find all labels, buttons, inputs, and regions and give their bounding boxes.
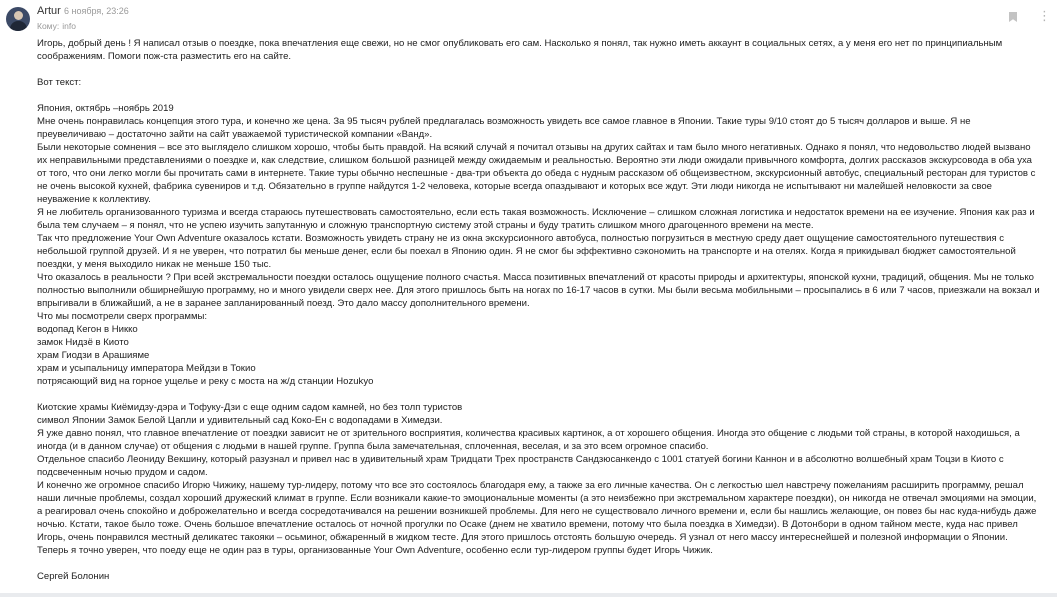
review-title: Япония, октябрь –ноябрь 2019 <box>37 103 174 114</box>
extras-item: потрясающий вид на горное ущелье и реку с моста на ж/д станции Hozukyo <box>37 376 374 387</box>
recipient-value[interactable]: info <box>62 21 76 31</box>
review-paragraph: Теперь я точно уверен, что поеду еще не один раз в туры, организованные Your Own Adventure, особенно если тур-лидером группы будет Игорь Чижик. <box>37 545 713 556</box>
review-paragraph: Так что предложение Your Own Adventure оказалось кстати. Возможность увидеть страну не из окна экскурсионного автобуса, полностью погрузиться в местную среду дает ощущение самостоятельного путешествия с небольшой группой друзей. И я не уверен, что потратил бы меньше денег, если бы поехал в Японию один. Я не смог бы эффективно сэкономить на транспорте и на отелях. Когда я прикидывал бюджет самостоятельной поездки, у меня выходило никак не меньше 150 тыс. <box>37 233 1016 270</box>
message-header <box>0 0 1057 34</box>
extras-item: водопад Кегон в Никко <box>37 324 138 335</box>
signature: Сергей Болонин <box>37 571 110 582</box>
review-paragraph: Я уже давно понял, что главное впечатление от поездки зависит не от зрительного восприятия, количества красивых картинок, а от хорошего общения. Иногда это общение с людьми той страны, в которой находишься, а иногда (и в данном случае) от общения с людьми в нашей группе. Группа была замечательная, сплоченная, веселая, и за это всем огромное спасибо. <box>37 428 1020 452</box>
text-label: Вот текст: <box>37 77 82 88</box>
kyoto-line: Киотские храмы Киёмидзу-дэра и Тофуку-Дзи с еще одним садом камней, но без толп туристов <box>37 402 463 413</box>
review-paragraph: Что оказалось в реальности ? При всей экстремальности поездки осталось ощущение полного счастья. Масса позитивных впечатлений от красоты природы и архитектуры, японской кухни, традиций, общения. Мы не только полностью выполнили обширнейшую программу, но и много увидели сверх нее. Для этого пришлось быть на ногах по 16-17 часов в сутки. Мы были весьма мобильными – просыпались в 6 или 7 часов, приезжали на вокзал и впрыгивали в ближайший, а не в заранее запланированный поезд. Это дало массу дополнительного времени. <box>37 272 1040 309</box>
himeji-line: символ Японии Замок Белой Цапли и удивительный сад Коко-Ен с водопадами в Химедзи. <box>37 415 443 426</box>
extras-label: Что мы посмотрели сверх программы: <box>37 311 208 322</box>
review-paragraph: Отдельное спасибо Леониду Векшину, который разузнал и привел нас в удивительный храм Тридцати Трех пространств Сандзюсанкендо с 1001 статуей богини Каннон и в абсолютно волшебный храм Тоцзи в Киото с подсвеченным ночью прудом и садом. <box>37 454 1004 478</box>
extras-item: храм Гиодзи в Арашияме <box>37 350 150 361</box>
intro-paragraph: Игорь, добрый день ! Я написал отзыв о поездке, пока впечатления еще свежи, но не смог опубликовать его сам. Насколько я понял, так нужно иметь аккаунт в социальных сетях, а у меня его нет по принципиальным соображениям. Помоги пож-ста разместить его на сайте. <box>37 38 1003 62</box>
recipient-label: Кому: <box>37 21 60 31</box>
bottom-scroll-edge <box>0 593 1057 597</box>
message-date: 6 ноября, 23:26 <box>64 6 129 16</box>
review-paragraph: Я не любитель организованного туризма и всегда стараюсь путешествовать самостоятельно, если есть такая возможность. Исключение – слишком сложная логистика и недостаток времени на ее изучение. Япония как раз и была тем случаем – я понял, что не успею изучить запутанную и сложную транспортную систему этой страны и буду тратить слишком много драгоценного времени на месте. <box>37 207 1035 231</box>
review-paragraph: Были некоторые сомнения – все это выглядело слишком хорошо, чтобы быть правдой. На всякий случай я почитал отзывы на других сайтах и там было много негативных. Однако я понял, что недовольство людей вызвано их неправильными представлениями о поездке и, как следствие, слишком большой разницей между ожидаемым и реальностью. Вероятно эти люди ожидали привычного комфорта, долгих рассказов экскурсовода в оба уха от того, что они легко могли бы прочитать сами в интернете. Такие туры обычно неспешные - два-три объекта до обеда с нудным рассказом об общеизвестном, экскурсионный автобус, специальный ресторан для туристов с не очень высокой кухней, фабрика сувениров и т.д. Обязательно в группе найдутся 1-2 человека, которые всегда опаздывают и которых все ждут. Эти люди никогда не испытывают ни малейшей неловкости за свое неуважение к коллективу. <box>37 142 1036 205</box>
more-icon[interactable]: ⋮ <box>1038 8 1051 23</box>
message-body <box>37 37 1040 583</box>
bookmark-icon[interactable] <box>1009 12 1017 22</box>
sender-name[interactable]: Artur <box>37 5 61 17</box>
extras-item: храм и усыпальницу императора Мейдзи в Токио <box>37 363 256 374</box>
extras-item: замок Нидзё в Киото <box>37 337 129 348</box>
avatar[interactable] <box>6 7 30 31</box>
review-paragraph: И конечно же огромное спасибо Игорю Чижику, нашему тур-лидеру, потому что все это состоялось благодаря ему, а также за его личные качества. Он с легкостью шел навстречу пожеланиям расширить программу, решал наши личные проблемы, создал хороший дружеский климат в группе. Если возникали какие-то эмоциональные моменты (а это неизбежно при экстремальном характере поездки), он никогда не отвечал эмоциями на эмоции, а реагировал очень спокойно и доброжелательно и всегда сосредотачивался на решении возникшей проблемы. Для него не существовало личного времени и, если бы нашлись желающие, он повез бы нас куда-нибудь даже ночью. Кстати, такое было тоже. Очень большое впечатление осталось от ночной прогулки по Осаке (днем не хватило времени, потому что была поездка в Химедзи). В Дотонбори в одном тайном месте, куда нас привел Игорь, очень понравился местный деликатес такояки – осьминог, обжаренный в жидком тесте. Для этого пришлось отстоять большую очередь. Я узнал от него массу интереснейшей и полезной информации о Японии. <box>37 480 1037 543</box>
recipient-row <box>37 21 79 31</box>
review-paragraph: Мне очень понравилась концепция этого тура, и конечно же цена. За 95 тысяч рублей предлагалась возможность увидеть все самое главное в Японии. Такие туры 9/10 стоят до 5 тысяч долларов и выше. Я не преувеличиваю – достаточно зайти на сайт уважаемой туристической компании «Ванд». <box>37 116 971 140</box>
